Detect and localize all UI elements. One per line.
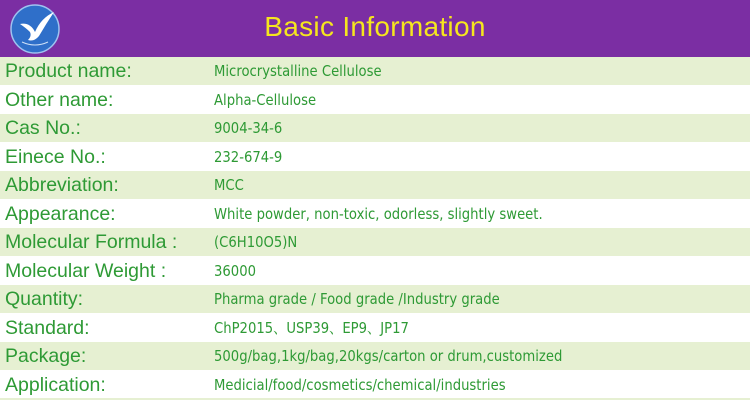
row-value: ChP2015、USP39、EP9、JP17 [214,318,409,337]
table-row [0,228,750,257]
row-label: Abbreviation: [5,174,119,196]
row-label: Product name: [5,60,132,82]
row-value: MCC [214,176,244,194]
row-value: 9004-34-6 [214,119,283,137]
table-row [0,57,750,86]
row-label: Package: [5,345,87,367]
table-row [0,114,750,143]
table-row [0,371,750,400]
row-value: (C6H10O5)N [214,233,298,251]
row-label: Appearance: [5,202,116,225]
table-row [0,285,750,314]
row-value: Microcrystalline Cellulose [214,62,382,80]
row-value: 36000 [214,261,256,280]
row-value: 232-674-9 [214,147,283,166]
row-label: Molecular Formula : [5,231,178,253]
table-row [0,314,750,343]
page-title: Basic Information [264,11,486,42]
table-row [0,200,750,229]
table-row [0,143,750,172]
row-label: Cas No.: [5,117,81,139]
row-label: Quantity: [5,288,84,310]
row-value: 500g/bag,1kg/bag,20kgs/carton or drum,customized [214,347,563,365]
row-label: Other name: [5,88,114,111]
row-value: White powder, non-toxic, odorless, slightly sweet. [214,204,543,223]
row-label: Molecular Weight : [5,259,167,282]
table-row [0,171,750,200]
table-row [0,86,750,115]
row-label: Standard: [5,316,90,339]
table-row [0,342,750,371]
row-value: Medicial/food/cosmetics/chemical/industries [214,375,506,394]
row-label: Einece No.: [5,145,106,168]
header-banner [0,0,750,57]
row-value: Pharma grade / Food grade /Industry grade [214,290,500,308]
table-row [0,257,750,286]
row-label: Application: [5,373,106,396]
info-table [0,57,750,399]
row-value: Alpha-Cellulose [214,90,317,109]
